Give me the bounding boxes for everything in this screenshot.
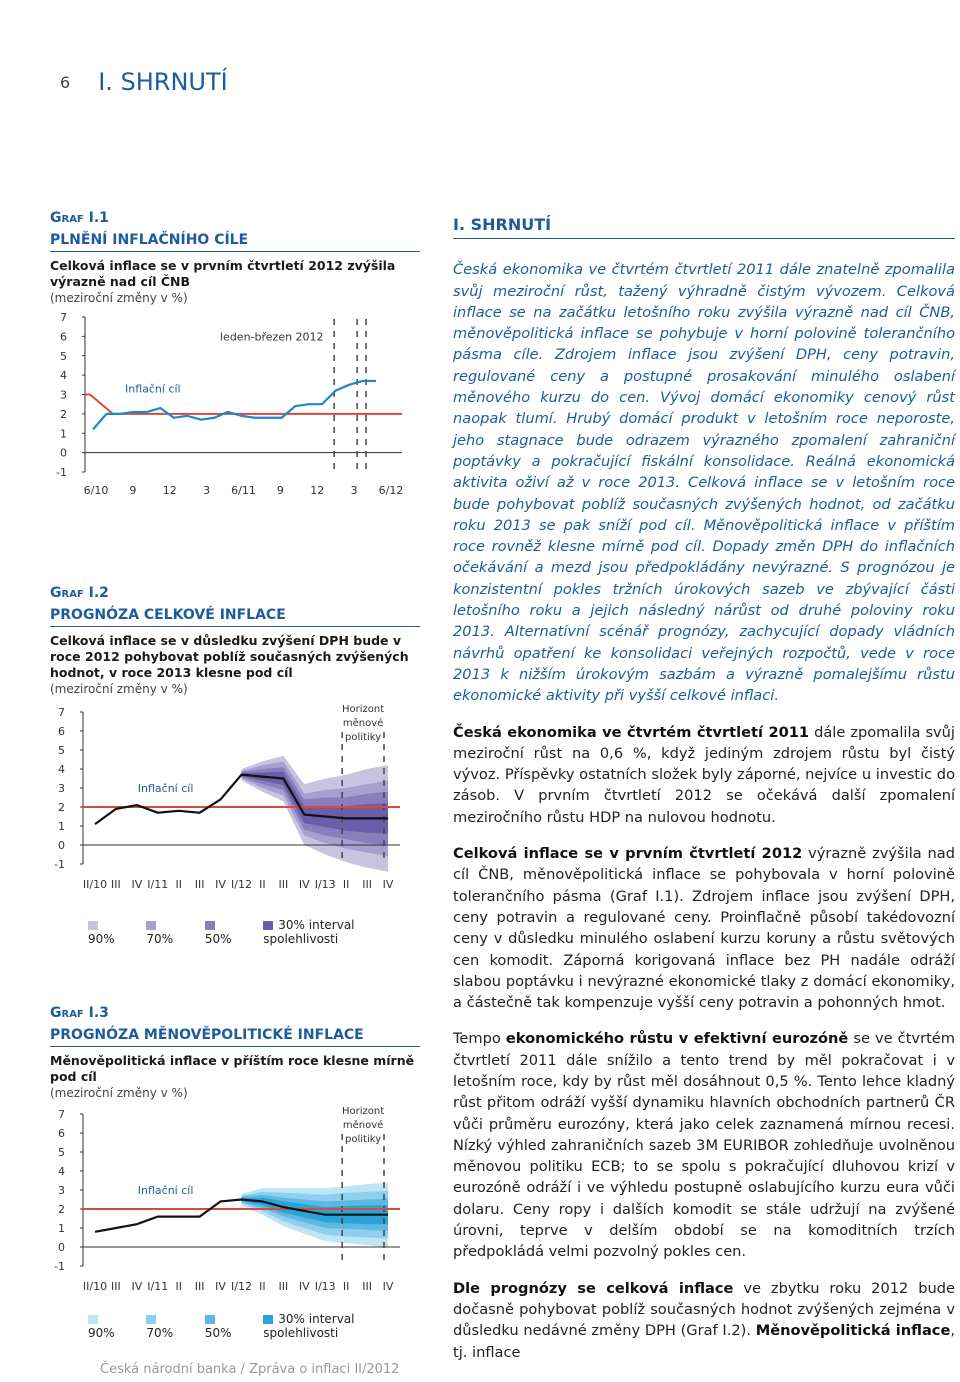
paragraph-forecast: Dle prognózy se celková inflace ve zbytku roku 2012 bude dočasně pohybovat poblíž současných hodnot zvýšených zejména v důsledku nedávné změny DPH (Graf I.2). Měnověpolitická inflace, tj. inflace — [453, 1279, 956, 1361]
x-tick-label: 3 — [203, 484, 211, 497]
y-tick-label: -1 — [54, 858, 65, 871]
x-tick-label: 9 — [129, 484, 137, 497]
y-tick-label: 3 — [58, 1184, 65, 1197]
x-tick-label: 6/11 — [231, 484, 256, 497]
horizon-label: politiky — [345, 1134, 382, 1145]
x-tick-label: III — [278, 878, 289, 891]
y-tick-label: 3 — [60, 388, 67, 402]
x-tick-label: III — [362, 1280, 372, 1293]
chart-2-legend — [88, 918, 420, 946]
graf-3-subtitle: Měnověpolitická inflace v příštím roce klesne mírně pod cíl — [50, 1053, 415, 1084]
legend-50: 50% — [205, 1312, 243, 1340]
graf-2-unit: (meziroční změny v %) — [50, 682, 188, 696]
summary-paragraph: Česká ekonomika ve čtvrtém čtvrtletí 2011 dále znatelně zpomalila svůj meziroční růst, tažený výhradně čistým vývozem. Celková inflace se na začátku letošního roku zvýšila výrazně nad cíl ČNB, měnověpolitická inflace se pohybuje v horní polovině tolerančního pásma cíle. Zdrojem inflace jsou zvýšení DPH, ceny potravin, regulované ceny a postupné prosakování minulého oslabení měnového kurzu do cen. Vývoj domácí ekonomiky cenový růst naopak tlumí. Hrubý domácí produkt v letošním roce neporoste, jeho stagnace bude odrazem výrazného zpomalení zahraniční poptávky a pokračující fiskální konsolidace. Reálná ekonomická aktivita oživí až v roce 2013. Celková inflace se v letošním roce bude pohybovat poblíž současných zvýšených hodnot, od začátku roku 2013 se pak sníží pod cíl. Měnověpolitická inflace v příštím roce rovněž klesne mírně pod cíl. Dopady změn DPH do inflačních očekávání a mezd jsou předpokládány nevýrazné. S prognózou je konzistentní pokles tržních úrokových sazeb ve zbývající části letošního roku a jejich následný nárůst od druhé poloviny roku 2013. Alternativní scénář prognózy, zachycující dopady vládních návrhů opatření ke konsolidaci veřejných rozpočtů, vede v roce 2013 k nižším úrokovým sazbám a výrazně pomalejšímu růstu ekonomické aktivity při vyšší celkové inflaci. — [453, 261, 955, 705]
x-tick-label: I/11 — [147, 878, 169, 891]
horizon-label: měnové — [342, 1120, 384, 1131]
graf-1-unit: (meziroční změny v %) — [50, 291, 188, 305]
x-tick-label: II — [342, 1280, 350, 1293]
graf-2-title: PROGNÓZA CELKOVÉ INFLACE — [50, 607, 420, 627]
page-header — [60, 68, 228, 96]
chart-3 — [50, 1104, 420, 1312]
x-tick-label: III — [111, 1280, 121, 1293]
y-tick-label: 7 — [58, 706, 65, 719]
graf-1 — [50, 210, 420, 524]
y-tick-label: 4 — [58, 763, 65, 776]
y-tick-label: 2 — [60, 407, 67, 421]
y-tick-label: 7 — [58, 1108, 65, 1121]
legend-30: 30% interval spolehlivosti — [263, 1312, 355, 1340]
y-tick-label: 1 — [60, 427, 67, 441]
chart-2 — [50, 702, 420, 912]
x-tick-label: I/11 — [147, 1280, 169, 1293]
graf-3-title: PROGNÓZA MĚNOVĚPOLITICKÉ INFLACE — [50, 1027, 420, 1047]
footer: Česká národní banka / Zpráva o inflaci II/2012 — [100, 1362, 400, 1377]
x-tick-label: II/10 — [82, 878, 108, 891]
paragraph-inflation: Celková inflace se v prvním čtvrtletí 2012 výrazně zvýšila nad cíl ČNB, měnověpolitická inflace se pohybovala v horní polovině tolerančního pásma (Graf I.1). Zdrojem inflace jsou zvýšení DPH, ceny potravin a regulované ceny. Proinflačně působí takédovozní ceny v důsledku minulého oslabení kurzu koruny a růstu světových cen komodit. Záporná korigovaná inflace bez PH nadále odráží slabou poptávku i nevýrazné ekonomické tlaky z domácí ekonomiky, a částečně tak kompenzuje vyšší ceny potravin a pohonných hmot. — [453, 845, 955, 1012]
y-tick-label: -1 — [54, 1260, 65, 1273]
chart-3-legend — [88, 1312, 420, 1340]
x-tick-label: IV — [131, 1280, 143, 1293]
x-tick-label: 6/10 — [83, 484, 109, 497]
x-tick-label: II/10 — [82, 1280, 108, 1293]
x-tick-label: III — [362, 878, 372, 891]
y-tick-label: 6 — [58, 1127, 65, 1140]
x-tick-label: II — [259, 878, 266, 891]
y-tick-label: -1 — [56, 466, 67, 479]
x-tick-label: 3 — [350, 484, 358, 497]
graf-2 — [50, 585, 420, 946]
y-tick-label: 4 — [60, 369, 67, 383]
x-tick-label: 6/12 — [378, 484, 404, 497]
x-tick-label: II — [175, 878, 182, 891]
horizon-label: politiky — [345, 732, 382, 743]
y-tick-label: 5 — [60, 349, 67, 363]
x-tick-label: III — [194, 878, 205, 891]
y-tick-label: 0 — [58, 1241, 65, 1254]
horizon-label: měnové — [342, 718, 384, 729]
y-tick-label: 3 — [58, 782, 65, 795]
paragraph-economy: Česká ekonomika ve čtvrtém čtvrtletí 2011 dále zpomalila svůj meziroční růst na 0,6 %, když jediným zdrojem růstu byl čistý vývoz. Příspěvky ostatních složek byly záporné, nejvíce u investic do zásob. V prvním čtvrtletí 2012 se očekává další zpomalení meziročního růstu HDP na nulovou hodnotu. — [453, 723, 955, 826]
target-label: Inflační cíl — [137, 1184, 194, 1197]
page-number: 6 — [60, 73, 71, 92]
x-tick-label: II — [342, 878, 350, 891]
x-tick-label: II — [175, 1280, 182, 1293]
annotation-label: leden-březen 2012 — [220, 330, 324, 344]
x-tick-label: IV — [215, 878, 226, 891]
y-tick-label: 6 — [60, 330, 67, 344]
graf-3 — [50, 1005, 420, 1340]
graf-1-subtitle: Celková inflace se v prvním čtvrtletí 2012 zvýšila výrazně nad cíl ČNB — [50, 258, 396, 289]
graf-3-unit: (meziroční změny v %) — [50, 1086, 188, 1100]
target-label: Inflační cíl — [137, 782, 194, 795]
x-tick-label: 12 — [310, 484, 325, 497]
x-tick-label: III — [111, 878, 121, 891]
x-tick-label: III — [194, 1280, 205, 1293]
y-tick-label: 0 — [60, 446, 67, 460]
graf-1-title: PLNĚNÍ INFLAČNÍHO CÍLE — [50, 232, 420, 252]
legend-30: 30% interval spolehlivosti — [263, 918, 355, 946]
y-tick-label: 6 — [58, 725, 65, 738]
x-tick-label: I/12 — [231, 1280, 252, 1293]
y-tick-label: 7 — [60, 311, 67, 324]
chart-1 — [50, 309, 420, 524]
section-heading: I. SHRNUTÍ — [453, 214, 955, 239]
x-tick-label: IV — [382, 1280, 394, 1293]
legend-70: 70% — [146, 918, 184, 946]
y-tick-label: 5 — [58, 1146, 65, 1159]
y-tick-label: 5 — [58, 744, 65, 757]
graf-2-label: Graf I.2 — [50, 585, 109, 601]
summary-column — [453, 214, 955, 1378]
legend-50: 50% — [205, 918, 243, 946]
legend-90: 90% — [88, 1312, 126, 1340]
y-tick-label: 4 — [58, 1165, 65, 1178]
graf-3-label: Graf I.3 — [50, 1005, 109, 1021]
legend-70: 70% — [146, 1312, 184, 1340]
y-tick-label: 1 — [58, 1222, 65, 1235]
x-tick-label: IV — [298, 1280, 310, 1293]
x-tick-label: IV — [298, 878, 310, 891]
y-tick-label: 1 — [58, 820, 65, 833]
y-tick-label: 2 — [58, 801, 65, 814]
legend-90: 90% — [88, 918, 126, 946]
x-tick-label: IV — [215, 1280, 226, 1293]
x-tick-label: 12 — [162, 484, 177, 497]
paragraph-eurozone: Tempo ekonomického růstu v efektivní eurozóně se ve čtvrtém čtvrtletí 2011 dále snížilo a tento trend by měl pokračovat i v letošním roce, kdy by růst měl dosáhnout 0,5 %. Tento lehce kladný růst přitom odráží vyšší dynamiku hlavních obchodních partnerů ČR vůči průměru eurozóny, která jako celek zaznamená mírnou recesi. Nízký výhled zahraničních sazeb 3M EURIBOR zohledňuje uvolněnou měnovou politiku ECB; to se spolu s pokračující dluhovou krizí v eurozóně odráží i ve výhledu postupně oslabujícího kurzu eura vůči dolaru. Ceny ropy i dalších komodit se stále udržují na zvýšené úrovni, teprve v delším období se na komoditních trzích předpokládá velmi pozvolný pokles cen. — [453, 1030, 955, 1261]
target-label: Inflační cíl — [125, 382, 181, 396]
chapter-title: I. SHRNUTÍ — [98, 68, 228, 96]
x-tick-label: I/13 — [314, 878, 336, 891]
x-tick-label: I/13 — [314, 1280, 336, 1293]
horizon-label: Horizont — [341, 704, 385, 715]
horizon-label: Horizont — [341, 1106, 385, 1117]
x-tick-label: 9 — [276, 484, 284, 497]
x-tick-label: IV — [382, 878, 394, 891]
graf-2-subtitle: Celková inflace se v důsledku zvýšení DPH bude v roce 2012 pohybovat poblíž současných zvýšených hodnot, v roce 2013 klesne pod cíl — [50, 633, 409, 680]
x-tick-label: I/12 — [231, 878, 252, 891]
x-tick-label: III — [278, 1280, 289, 1293]
y-tick-label: 0 — [58, 839, 65, 852]
y-tick-label: 2 — [58, 1203, 65, 1216]
x-tick-label: IV — [131, 878, 143, 891]
graf-1-label: Graf I.1 — [50, 210, 109, 226]
x-tick-label: II — [259, 1280, 266, 1293]
